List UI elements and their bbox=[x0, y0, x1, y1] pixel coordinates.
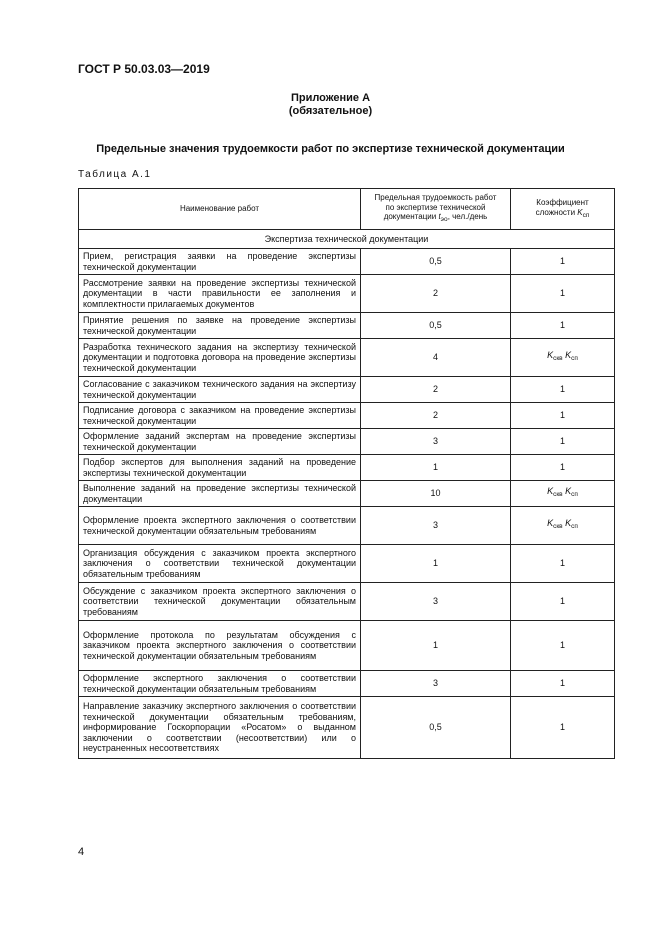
formula-k1: K bbox=[547, 486, 554, 497]
work-name-cell: Подбор экспертов для выполнения заданий на проведение экспертизы технической документации bbox=[79, 455, 361, 481]
section-row bbox=[79, 230, 615, 249]
coefficient-cell: 1 bbox=[511, 377, 615, 403]
page-number: 4 bbox=[78, 846, 85, 858]
formula-k1: K bbox=[547, 350, 554, 361]
header-name: Наименование работ bbox=[79, 189, 361, 230]
coefficient-cell bbox=[511, 481, 615, 507]
formula-sub1: скв bbox=[553, 523, 563, 531]
labor-value-cell: 0,5 bbox=[361, 697, 511, 759]
coefficient-cell: 1 bbox=[511, 429, 615, 455]
formula-sub1: скв bbox=[553, 491, 563, 499]
coefficient-cell: 1 bbox=[511, 313, 615, 339]
coefficient-cell: 1 bbox=[511, 403, 615, 429]
formula-sub2: сп bbox=[571, 491, 578, 499]
table-row bbox=[79, 671, 615, 697]
work-name-cell: Направление заказчику экспертного заключения о соответствии технической документации обязательным требованиям, информирование Госкорпорации «Росатом» о выданном заключении о соответствии (несоответствии) или о неустраненных несоответствиях bbox=[79, 697, 361, 759]
coefficient-cell: 1 bbox=[511, 671, 615, 697]
work-name-cell: Рассмотрение заявки на проведение экспертизы технической документации в части правильности ее заполнения и комплектности прилагаемых документов bbox=[79, 275, 361, 313]
table-row bbox=[79, 583, 615, 621]
header-coef-line2: сложности $K_{сп}$ bbox=[535, 207, 590, 219]
coefficient-cell: 1 bbox=[511, 583, 615, 621]
labor-value-cell: 0,5 bbox=[361, 249, 511, 275]
work-name-cell: Обсуждение с заказчиком проекта экспертного заключения о соответствии технической документации обязательным требованиям bbox=[79, 583, 361, 621]
labor-value-cell: 4 bbox=[361, 339, 511, 377]
appendix-title: Приложение А bbox=[290, 92, 371, 104]
work-name-cell: Разработка технического задания на экспертизу технической документации и подготовка договора на проведение экспертизы технической документации bbox=[79, 339, 361, 377]
coefficient-cell: 1 bbox=[511, 249, 615, 275]
formula-sub1: скв bbox=[553, 355, 563, 363]
header-labor-line1: Предельная трудоемкость работ bbox=[374, 193, 497, 203]
table-row bbox=[79, 403, 615, 429]
work-name-cell: Согласование с заказчиком технического задания на экспертизу технической документации bbox=[79, 377, 361, 403]
section-title: Экспертиза технической документации bbox=[79, 230, 615, 249]
work-name-cell: Оформление проекта экспертного заключения о соответствии технической документации обязательным требованиям bbox=[79, 507, 361, 545]
table-row bbox=[79, 377, 615, 403]
labor-value-cell: 3 bbox=[361, 429, 511, 455]
labor-value-cell: 10 bbox=[361, 481, 511, 507]
table-label: Таблица А.1 bbox=[78, 169, 152, 180]
work-name-cell: Прием, регистрация заявки на проведение экспертизы технической документации bbox=[79, 249, 361, 275]
appendix-status: (обязательное) bbox=[288, 105, 373, 117]
formula-k2: K bbox=[565, 350, 572, 361]
table-row bbox=[79, 455, 615, 481]
header-coef bbox=[511, 189, 615, 230]
labor-value-cell: 1 bbox=[361, 621, 511, 671]
appendix-heading bbox=[0, 92, 661, 118]
formula-sub2: сп bbox=[571, 355, 578, 363]
table-row bbox=[79, 275, 615, 313]
work-name-cell: Выполнение заданий на проведение экспертизы технической документации bbox=[79, 481, 361, 507]
table-row bbox=[79, 621, 615, 671]
coefficient-cell: 1 bbox=[511, 545, 615, 583]
table-row bbox=[79, 429, 615, 455]
document-code: ГОСТ Р 50.03.03—2019 bbox=[78, 62, 210, 76]
work-name-cell: Подписание договора с заказчиком на проведение экспертизы технической документации bbox=[79, 403, 361, 429]
labor-value-cell: 3 bbox=[361, 507, 511, 545]
labor-table bbox=[78, 188, 615, 759]
formula-k2: K bbox=[565, 518, 572, 529]
coefficient-cell bbox=[511, 339, 615, 377]
labor-value-cell: 0,5 bbox=[361, 313, 511, 339]
formula-k2: K bbox=[565, 486, 572, 497]
labor-value-cell: 1 bbox=[361, 455, 511, 481]
labor-value-cell: 3 bbox=[361, 583, 511, 621]
work-name-cell: Организация обсуждения с заказчиком проекта экспертного заключения о соответствии технической документации обязательным требованиям bbox=[79, 545, 361, 583]
formula-sub2: сп bbox=[571, 523, 578, 531]
labor-value-cell: 3 bbox=[361, 671, 511, 697]
coefficient-cell: 1 bbox=[511, 697, 615, 759]
table-row bbox=[79, 313, 615, 339]
labor-value-cell: 2 bbox=[361, 275, 511, 313]
document-title: Предельные значения трудоемкости работ по экспертизе технической документации bbox=[96, 143, 565, 155]
header-labor-line2: по экспертизе технической bbox=[385, 202, 486, 212]
work-name-cell: Принятие решения по заявке на проведение экспертизы технической документации bbox=[79, 313, 361, 339]
labor-value-cell: 2 bbox=[361, 403, 511, 429]
coefficient-cell: 1 bbox=[511, 455, 615, 481]
table-row bbox=[79, 507, 615, 545]
table-row bbox=[79, 481, 615, 507]
table-row bbox=[79, 249, 615, 275]
labor-value-cell: 2 bbox=[361, 377, 511, 403]
table-row bbox=[79, 339, 615, 377]
table-row bbox=[79, 545, 615, 583]
coefficient-cell: 1 bbox=[511, 275, 615, 313]
header-labor bbox=[361, 189, 511, 230]
work-name-cell: Оформление заданий экспертам на проведение экспертизы технической документации bbox=[79, 429, 361, 455]
work-name-cell: Оформление протокола по результатам обсуждения с заказчиком проекта экспертного заключения о соответствии технической документации обязательным требованиям bbox=[79, 621, 361, 671]
formula-k1: K bbox=[547, 518, 554, 529]
work-name-cell: Оформление экспертного заключения о соответствии технической документации обязательным требованиям bbox=[79, 671, 361, 697]
header-coef-line1: Коэффициент bbox=[536, 198, 589, 207]
coefficient-cell bbox=[511, 507, 615, 545]
table-row bbox=[79, 697, 615, 759]
coefficient-cell: 1 bbox=[511, 621, 615, 671]
table-header-row bbox=[79, 189, 615, 230]
labor-value-cell: 1 bbox=[361, 545, 511, 583]
header-labor-line3: документации $t_{эо}$, чел./день bbox=[383, 212, 488, 224]
